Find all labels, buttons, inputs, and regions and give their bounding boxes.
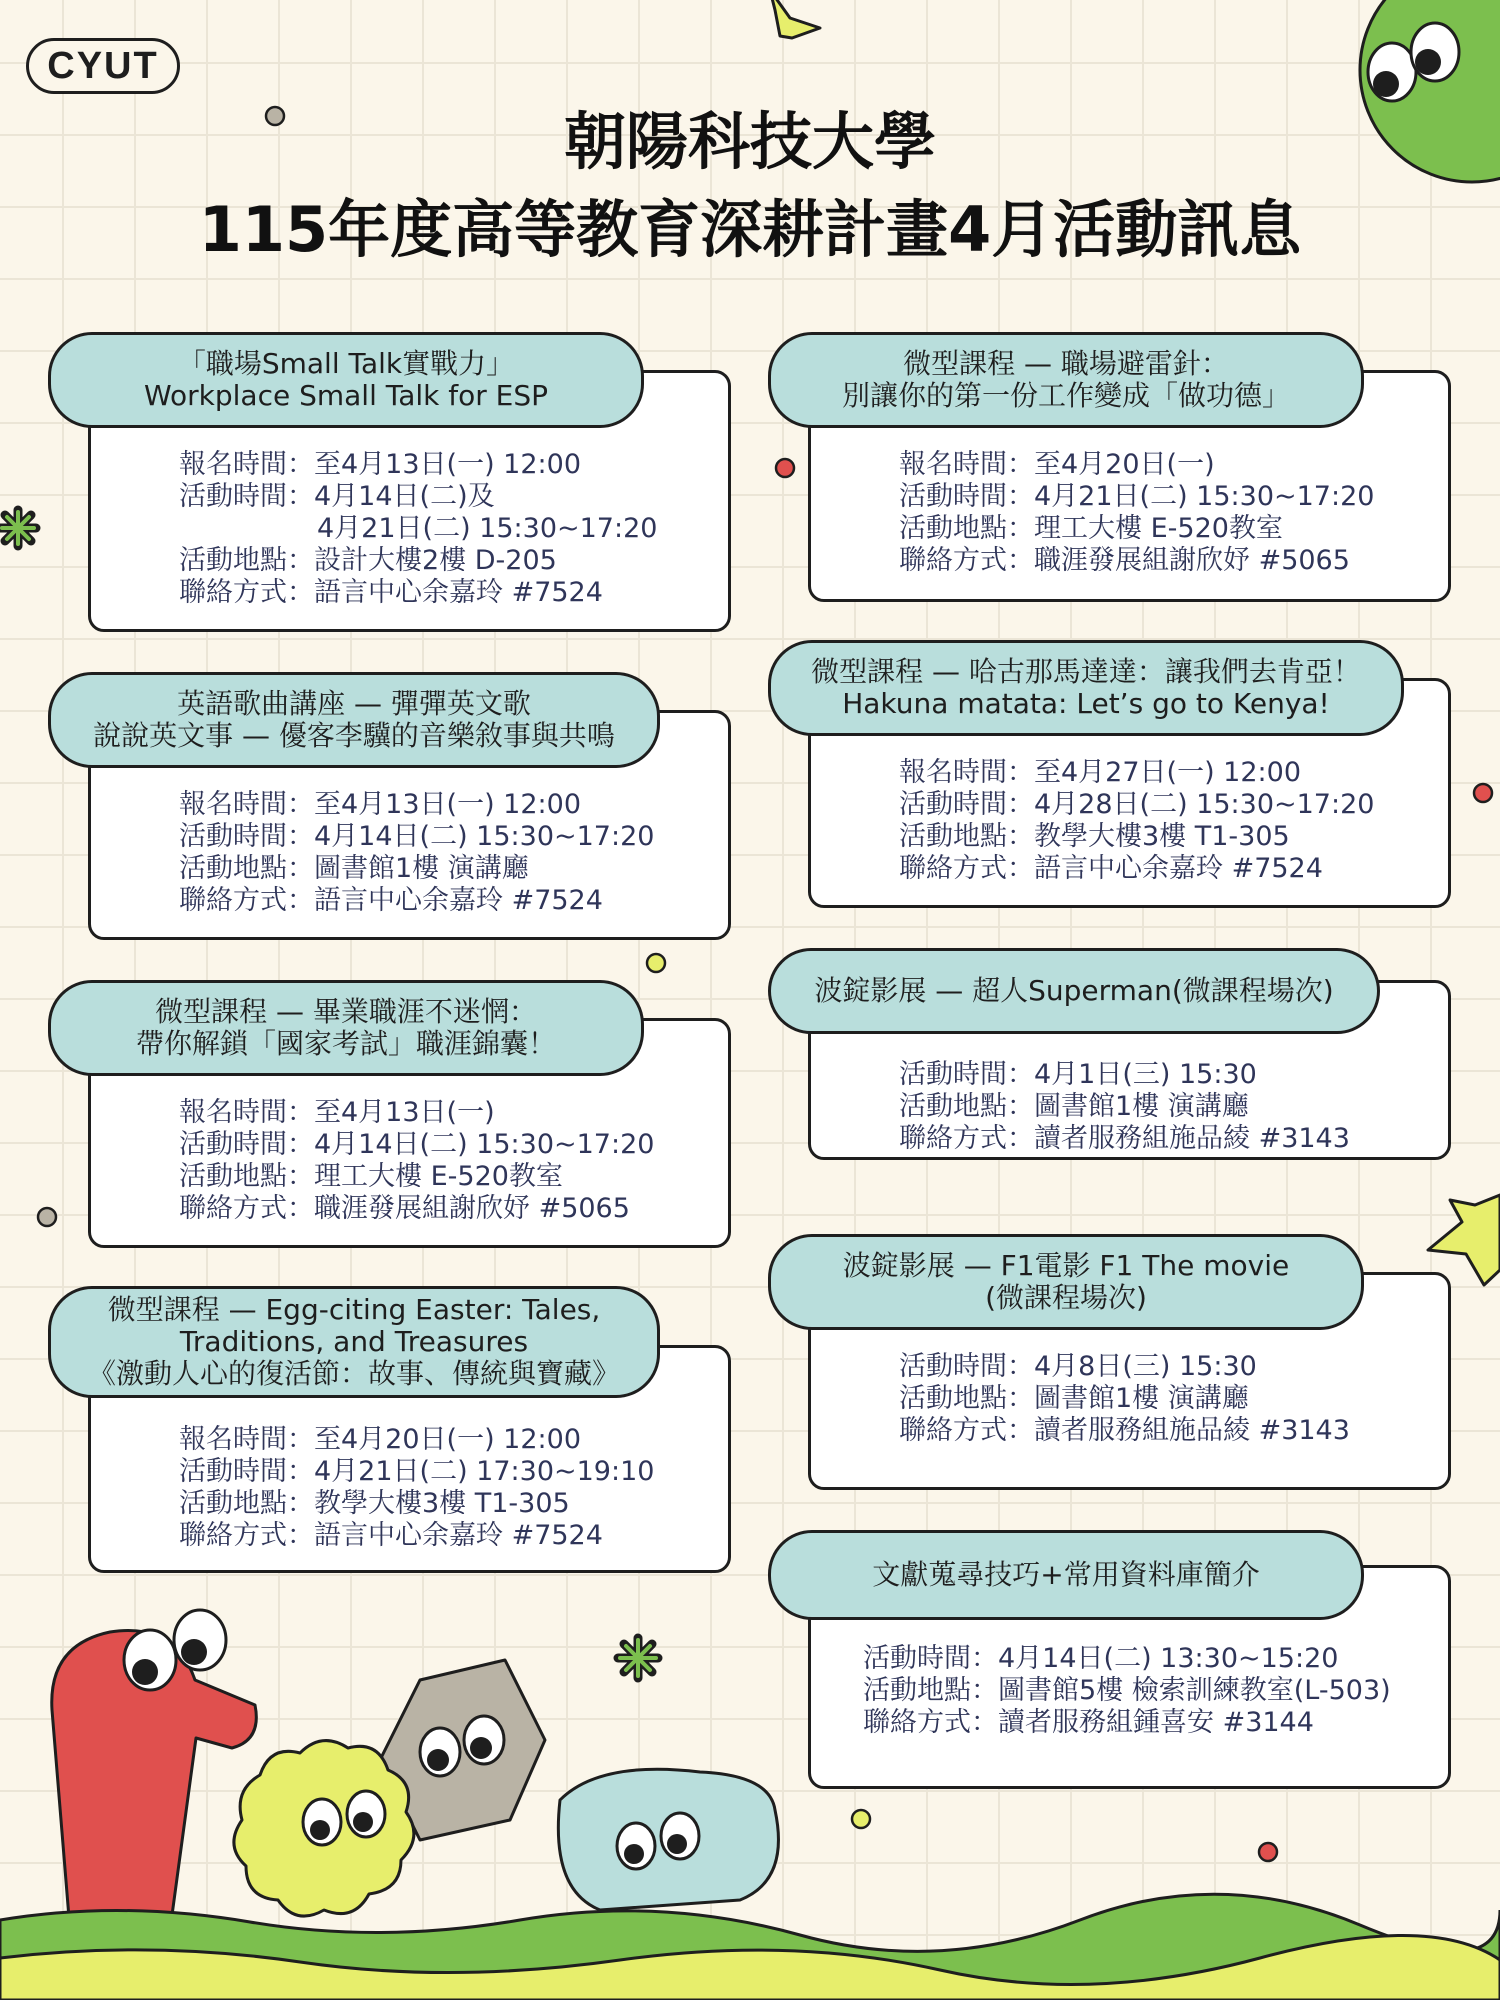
event-detail: 聯絡方式：讀者服務組鍾喜安 #3144 [863,1707,1314,1738]
dot-icon [1259,1843,1277,1861]
event-detail: 4月21日(二) 15:30~17:20 [317,513,658,544]
event-detail: 活動地點：理工大樓 E-520教室 [899,513,1283,544]
page-title-line1: 朝陽科技大學 [563,105,936,178]
event-detail: 聯絡方式：職涯發展組謝欣妤 #5065 [899,545,1350,576]
event-detail: 聯絡方式：語言中心余嘉玲 #7524 [179,577,603,608]
blob-monster-icon [234,1741,414,1917]
event-detail: 報名時間：至4月13日(一) 12:00 [179,449,581,480]
asterisk-icon [0,510,36,546]
event-detail: 活動時間：4月14日(二) 15:30~17:20 [179,821,655,852]
event-card-title: 微型課程 — Egg-citing Easter: Tales, Traditions, and Treasures 《激動人心的復活節：故事、傳統與寶藏》 [48,1286,660,1398]
event-detail: 活動地點：圖書館1樓 演講廳 [899,1091,1249,1122]
event-detail: 聯絡方式：讀者服務組施品綾 #3143 [899,1123,1350,1154]
cyut-logo: CYUT [26,38,180,94]
dot-icon [38,1208,56,1226]
event-detail: 活動時間：4月21日(二) 17:30~19:10 [179,1456,655,1487]
event-detail: 聯絡方式：職涯發展組謝欣妤 #5065 [179,1193,630,1224]
event-detail: 活動地點：圖書館1樓 演講廳 [179,853,529,884]
event-detail: 報名時間：至4月13日(一) 12:00 [179,789,581,820]
event-detail: 活動時間：4月8日(三) 15:30 [899,1351,1257,1382]
event-detail: 活動時間：4月1日(三) 15:30 [899,1059,1257,1090]
event-card-title: 微型課程 — 畢業職涯不迷惘： 帶你解鎖「國家考試」職涯錦囊！ [48,980,644,1076]
event-card-title: 微型課程 — 職場避雷針： 別讓你的第一份工作變成「做功德」 [768,332,1364,428]
event-detail: 聯絡方式：讀者服務組施品綾 #3143 [899,1415,1350,1446]
event-detail: 活動時間：4月14日(二)及 [179,481,495,512]
event-detail: 報名時間：至4月20日(一) [899,449,1215,480]
event-detail: 活動地點：圖書館1樓 演講廳 [899,1383,1249,1414]
event-detail: 活動地點：教學大樓3樓 T1-305 [179,1488,570,1519]
dot-icon [647,954,665,972]
event-detail: 活動地點：教學大樓3樓 T1-305 [899,821,1290,852]
event-detail: 聯絡方式：語言中心余嘉玲 #7524 [179,1520,603,1551]
wave-icon [0,1880,1500,2000]
star-icon [770,0,820,38]
event-detail: 聯絡方式：語言中心余嘉玲 #7524 [179,885,603,916]
event-detail: 活動時間：4月14日(二) 13:30~15:20 [863,1643,1339,1674]
dot-icon [852,1810,870,1828]
event-detail: 報名時間：至4月27日(一) 12:00 [899,757,1301,788]
event-detail: 活動時間：4月21日(二) 15:30~17:20 [899,481,1375,512]
event-card-title: 波錠影展 — 超人Superman(微課程場次) [768,948,1380,1034]
dot-icon [1474,784,1492,802]
asterisk-icon [618,1638,658,1678]
event-detail: 活動時間：4月14日(二) 15:30~17:20 [179,1129,655,1160]
event-detail: 報名時間：至4月13日(一) [179,1097,495,1128]
event-card-title: 文獻蒐尋技巧+常用資料庫簡介 [768,1530,1364,1620]
event-detail: 活動地點：圖書館5樓 檢索訓練教室(L-503) [863,1675,1391,1706]
event-card-title: 微型課程 — 哈古那馬達達：讓我們去肯亞！ Hakuna matata: Let’s go to Kenya! [768,640,1404,736]
page-title-line2: 115年度高等教育深耕計畫4月活動訊息 [198,193,1302,266]
blob-monster-icon [380,1660,545,1840]
dot-icon [776,459,794,477]
blob-monster-icon [558,1769,778,1910]
blob-monster-icon [52,1610,257,1930]
event-detail: 活動時間：4月28日(二) 15:30~17:20 [899,789,1375,820]
event-detail: 報名時間：至4月20日(一) 12:00 [179,1424,581,1455]
event-card-title: 「職場Small Talk實戰力」 Workplace Small Talk for ESP [48,332,644,428]
event-card-title: 波錠影展 — F1電影 F1 The movie (微課程場次) [768,1234,1364,1330]
event-detail: 聯絡方式：語言中心余嘉玲 #7524 [899,853,1323,884]
event-detail: 活動地點：理工大樓 E-520教室 [179,1161,563,1192]
event-card-title: 英語歌曲講座 — 彈彈英文歌 說說英文事 — 優客李驥的音樂敘事與共鳴 [48,672,660,768]
event-detail: 活動地點：設計大樓2樓 D-205 [179,545,557,576]
